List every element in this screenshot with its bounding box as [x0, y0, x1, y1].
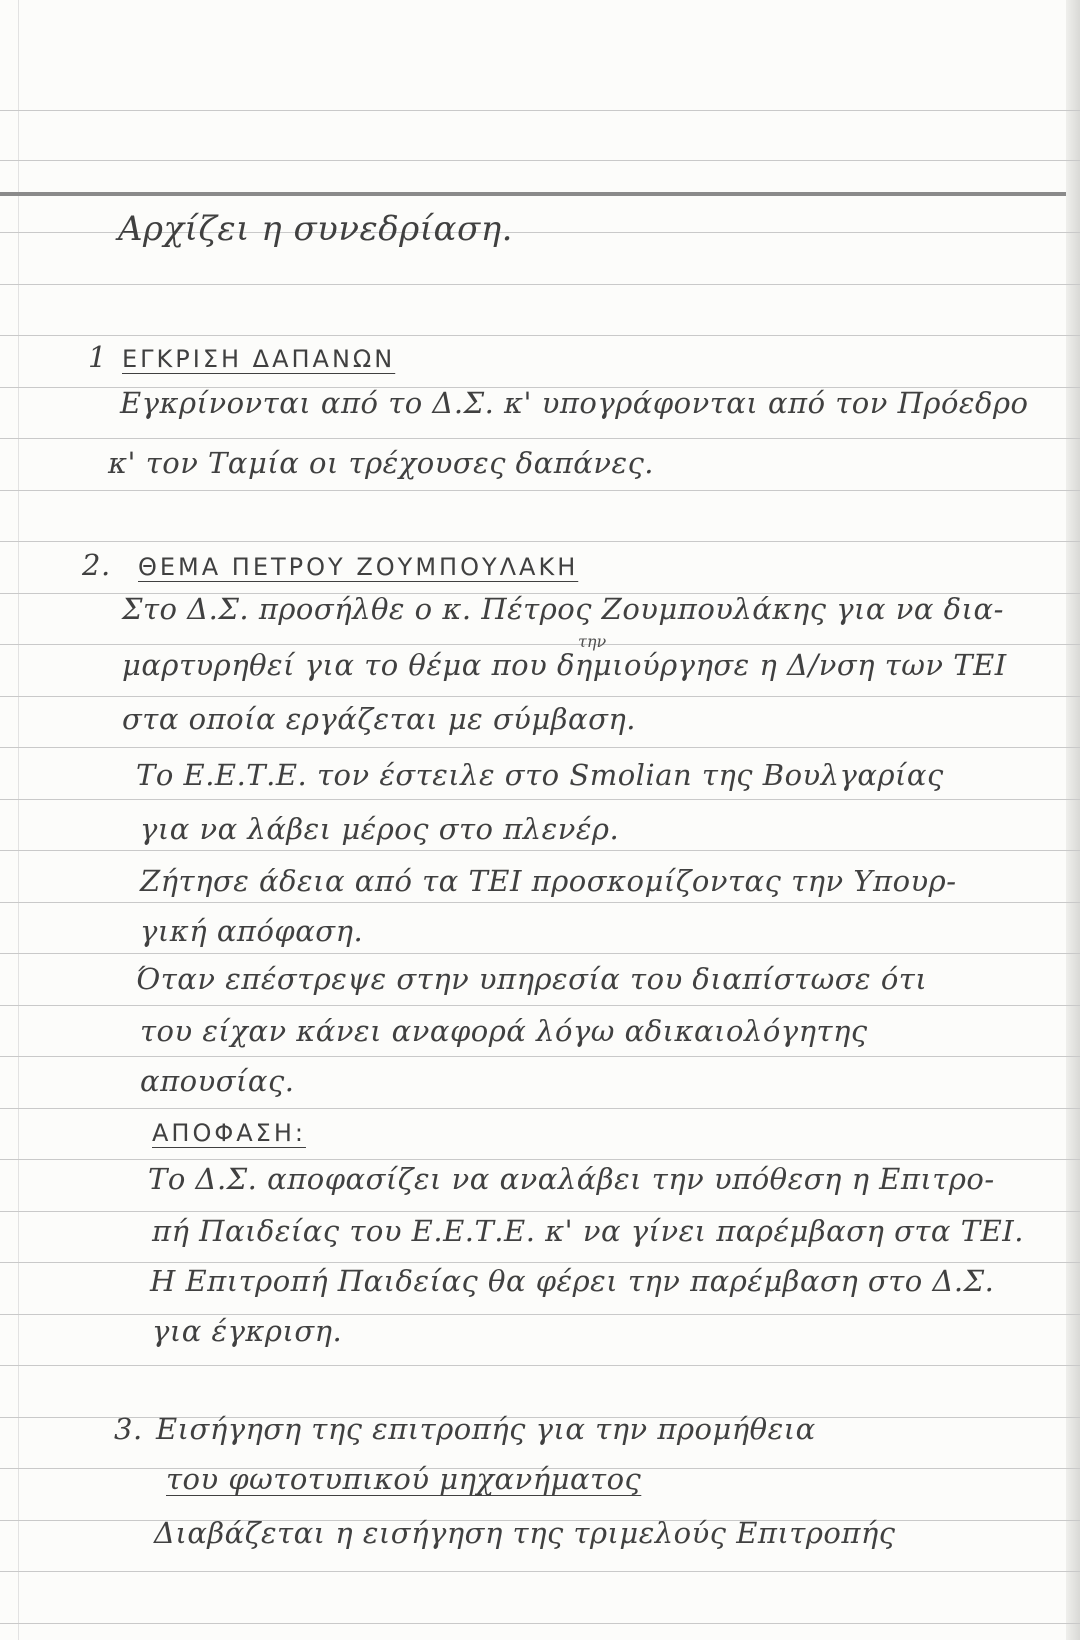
ruled-line	[0, 1623, 1080, 1624]
ruled-line	[0, 1571, 1080, 1572]
margin-line	[18, 0, 19, 1640]
item-2-line-9: του είχαν κάνει αναφορά λόγω αδικαιολόγητης	[140, 1014, 868, 1048]
ruled-line	[0, 110, 1080, 111]
item-1-heading: ΕΓΚΡΙΣΗ ΔΑΠΑΝΩΝ	[122, 345, 396, 373]
ruled-line	[0, 902, 1080, 903]
item-1-line-2: κ' τον Ταμία οι τρέχουσες δαπάνες.	[108, 446, 655, 480]
item-2-line-4: Το Ε.Ε.Τ.Ε. τον έστειλε στο Smolian της Βουλγαρίας	[136, 758, 944, 792]
ruled-line	[0, 953, 1080, 954]
opening-line: Αρχίζει η συνεδρίαση.	[118, 209, 513, 249]
item-2-line-10: απουσίας.	[140, 1064, 295, 1098]
item-2-heading: ΘΕΜΑ ΠΕΤΡΟΥ ΖΟΥΜΠΟΥΛΑΚΗ	[138, 553, 579, 581]
item-2-line-5: για να λάβει μέρος στο πλενέρ.	[140, 812, 620, 846]
decision-line-2: πή Παιδείας του Ε.Ε.Τ.Ε. κ' να γίνει παρέμβαση στα ΤΕΙ.	[152, 1214, 1024, 1248]
item-3-line-2: του φωτοτυπικού μηχανήματος	[166, 1462, 642, 1496]
decision-label: ΑΠΟΦΑΣΗ:	[152, 1119, 306, 1147]
ruled-line	[0, 1005, 1080, 1006]
ruled-line	[0, 644, 1080, 645]
ruled-line	[0, 747, 1080, 748]
ruled-line	[0, 490, 1080, 491]
ruled-line	[0, 438, 1080, 439]
decision-line-4: για έγκριση.	[152, 1314, 343, 1348]
decision-line-1: Το Δ.Σ. αποφασίζει να αναλάβει την υπόθεση η Επιτρο-	[148, 1162, 995, 1196]
item-2-insertion: την	[578, 632, 607, 651]
ruled-line	[0, 284, 1080, 285]
header-rule	[0, 192, 1080, 196]
page-edge	[1066, 0, 1080, 1640]
item-1-line-1: Εγκρίνονται από το Δ.Σ. κ' υπογράφονται από τον Πρόεδρο	[120, 386, 1029, 420]
item-3-number: 3.	[114, 1412, 143, 1446]
ruled-line	[0, 1056, 1080, 1057]
ruled-line	[0, 160, 1080, 161]
ruled-line	[0, 541, 1080, 542]
ruled-line	[0, 1108, 1080, 1109]
item-2-line-8: Όταν επέστρεψε στην υπηρεσία του διαπίστωσε ότι	[136, 962, 928, 996]
item-1-number: 1	[88, 340, 107, 374]
item-2-line-7: γική απόφαση.	[140, 914, 364, 948]
item-2-line-6: Ζήτησε άδεια από τα ΤΕΙ προσκομίζοντας την Υπουρ-	[140, 864, 957, 898]
item-3-line-3: Διαβάζεται η εισήγηση της τριμελούς Επιτροπής	[154, 1516, 896, 1550]
item-2-line-3: στα οποία εργάζεται με σύμβαση.	[122, 702, 636, 736]
ruled-line	[0, 850, 1080, 851]
ruled-line	[0, 335, 1080, 336]
item-2-line-1: Στο Δ.Σ. προσήλθε ο κ. Πέτρος Ζουμπουλάκης για να δια-	[122, 592, 1004, 626]
item-3-line-1: Εισήγηση της επιτροπής για την προμήθεια	[156, 1412, 816, 1446]
ruled-line	[0, 1365, 1080, 1366]
ruled-line	[0, 696, 1080, 697]
item-2-number: 2.	[82, 548, 111, 582]
decision-line-3: Η Επιτροπή Παιδείας θα φέρει την παρέμβαση στο Δ.Σ.	[150, 1264, 995, 1298]
ruled-line	[0, 799, 1080, 800]
item-2-line-2: μαρτυρηθεί για το θέμα που δημιούργησε η Δ/νση των ΤΕΙ	[122, 648, 1007, 682]
